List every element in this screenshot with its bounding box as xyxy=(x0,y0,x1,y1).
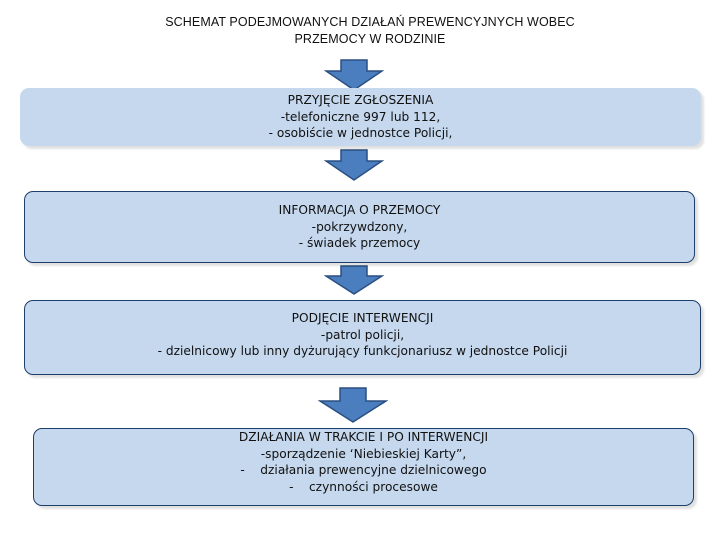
arrow-down-icon xyxy=(318,387,388,423)
step-line: -patrol policji, xyxy=(320,327,405,342)
diagram-title xyxy=(120,14,620,48)
step-line: - świadek przemocy xyxy=(298,236,421,250)
step-heading: DZIAŁANIA W TRAKCIE I PO INTERWENCJI xyxy=(238,430,489,444)
step-line: - czynności procesowe xyxy=(289,479,438,494)
step-heading: INFORMACJA O PRZEMOCY xyxy=(278,203,441,217)
arrow-down-icon xyxy=(324,265,384,295)
arrow-down-icon xyxy=(324,149,384,181)
step-line: -sporządzenie ‘Niebieskiej Karty”, xyxy=(260,446,467,461)
arrow-down-icon xyxy=(324,59,384,91)
title-line-1: SCHEMAT PODEJMOWANYCH DZIAŁAŃ PREWENCYJNYCH WOBEC xyxy=(165,15,575,29)
step-heading: PODJĘCIE INTERWENCJI xyxy=(291,311,434,325)
step-line: - działania prewencyjne dzielnicowego xyxy=(240,463,487,477)
step-line: -pokrzywdzony, xyxy=(311,219,408,234)
step-line: - osobiście w jednostce Policji, xyxy=(268,126,453,140)
step-line: -telefoniczne 997 lub 112, xyxy=(280,109,441,124)
step-box-actions xyxy=(33,428,694,506)
step-box-intervention xyxy=(24,300,701,375)
step-box-information xyxy=(24,191,695,263)
step-heading: PRZYJĘCIE ZGŁOSZENIA xyxy=(287,93,434,107)
step-line: - dzielnicowy lub inny dyżurujący funkcjonariusz w jednostce Policji xyxy=(157,344,568,358)
title-line-2: PRZEMOCY W RODZINIE xyxy=(294,32,446,46)
step-box-report xyxy=(20,88,701,146)
